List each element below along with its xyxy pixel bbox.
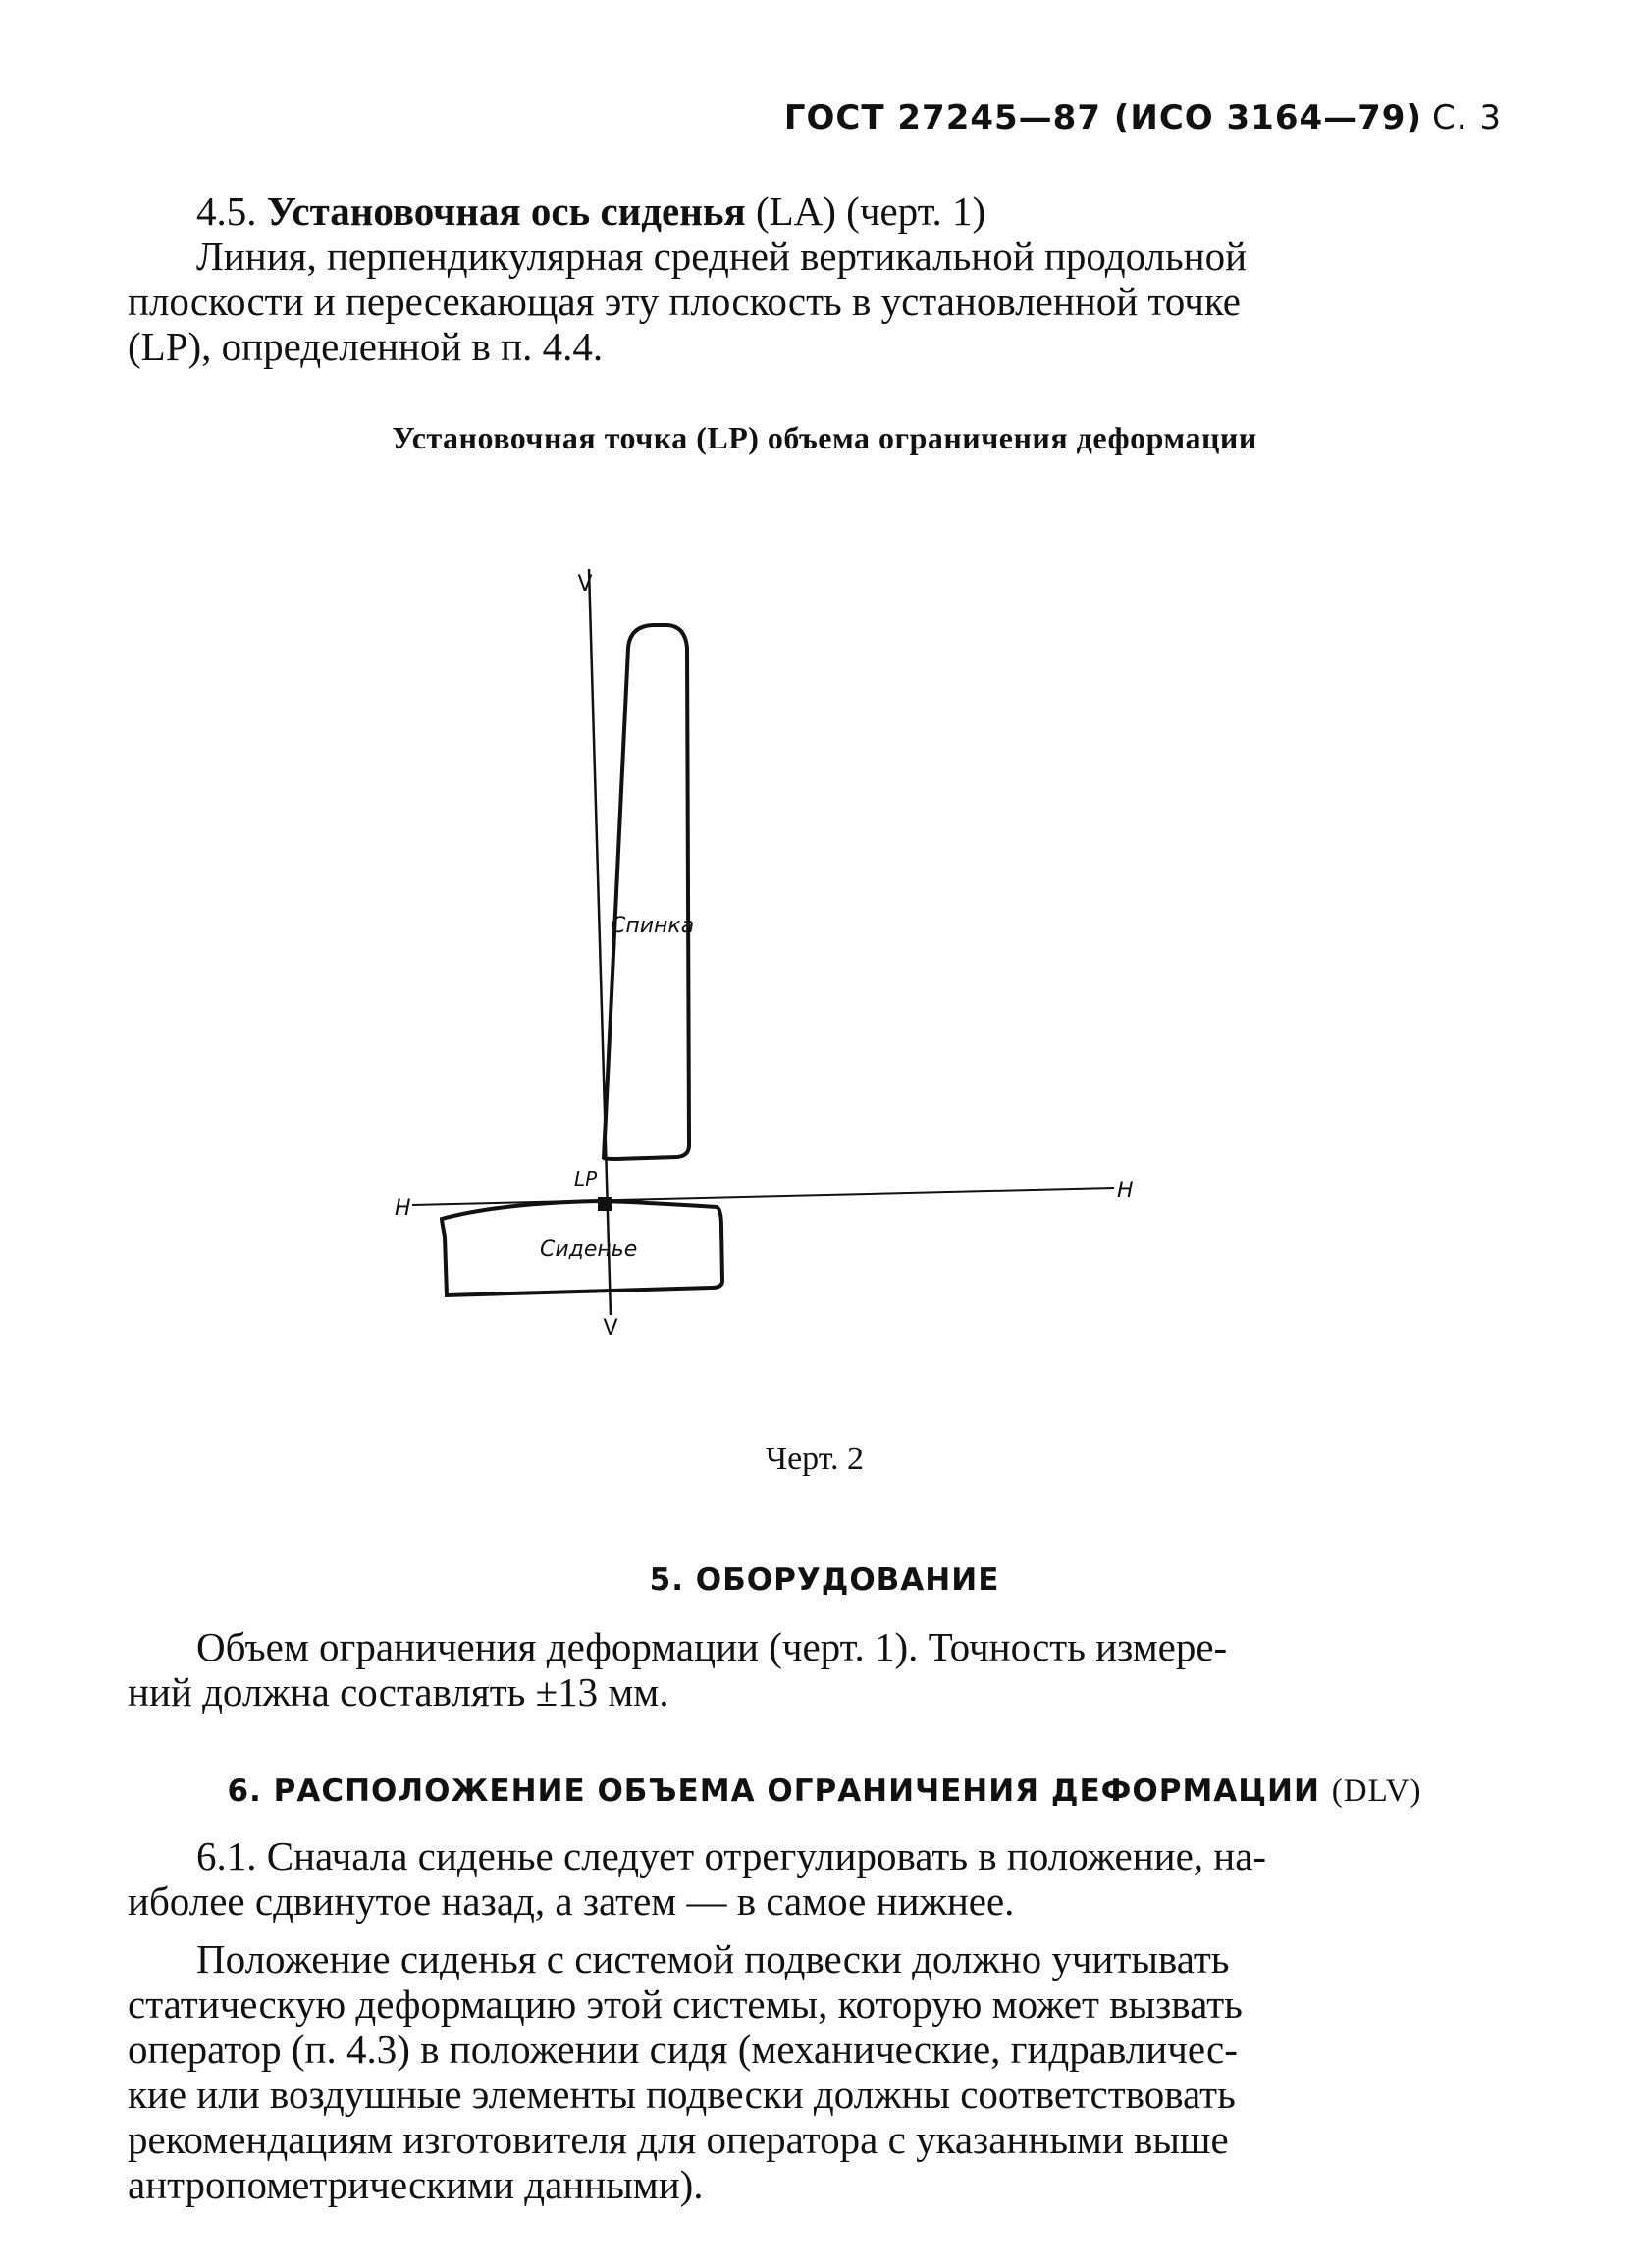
label-h-right: H bbox=[1117, 1179, 1134, 1203]
backrest-outline bbox=[604, 625, 689, 1159]
figure-caption: Черт. 2 bbox=[765, 1441, 865, 1477]
label-h-left: H bbox=[395, 1196, 411, 1221]
seat-diagram-svg bbox=[353, 550, 1158, 1413]
clause-6-1 bbox=[128, 1833, 1512, 1924]
clause-title-rest: (LA) (черт. 1) bbox=[755, 188, 986, 234]
section-6-heading-text: 6. РАСПОЛОЖЕНИЕ ОБЪЕМА ОГРАНИЧЕНИЯ ДЕФОРМАЦИИ bbox=[227, 1773, 1320, 1809]
paragraph-2-line-4: кие или воздушные элементы подвески должны соответствовать bbox=[128, 2072, 1236, 2117]
paragraph-2-line-5: рекомендациям изготовителя для оператора с указанными выше bbox=[128, 2117, 1229, 2162]
figure-title: Установочная точка (LP) объема ограничения деформации bbox=[392, 420, 1257, 455]
page-number: С. 3 bbox=[1432, 98, 1502, 137]
section-6-heading bbox=[0, 1773, 1649, 1810]
paragraph-2-line-1: Положение сиденья с системой подвески должно учитывать bbox=[196, 1936, 1230, 1981]
paragraph-2-line-3: оператор (п. 4.3) в положении сидя (механические, гидравличес- bbox=[128, 2027, 1238, 2072]
label-backrest: Спинка bbox=[611, 914, 695, 938]
clause-4-5 bbox=[128, 188, 1512, 369]
label-lp: LP bbox=[574, 1167, 598, 1190]
page-header bbox=[784, 98, 1502, 137]
standard-designation: ГОСТ 27245—87 (ИСО 3164—79) bbox=[783, 98, 1422, 137]
clause-6-1-line-1: 6.1. Сначала сиденье следует отрегулировать в положение, на- bbox=[196, 1833, 1267, 1878]
lp-point-marker bbox=[598, 1197, 612, 1211]
section-5-line-1: Объем ограничения деформации (черт. 1). Точность измере- bbox=[196, 1624, 1228, 1669]
clause-title: Установочная ось сиденья bbox=[266, 188, 746, 234]
clause-6-1-paragraph-2 bbox=[128, 1936, 1512, 2207]
section-5-heading: 5. ОБОРУДОВАНИЕ bbox=[649, 1562, 1000, 1598]
clause-4-5-line-1: Линия, перпендикулярная средней вертикальной продольной bbox=[196, 234, 1248, 279]
figure-seat-diagram bbox=[353, 550, 1158, 1413]
clause-4-5-heading bbox=[128, 188, 1512, 234]
section-5-line-2: ний должна составлять ±13 мм. bbox=[128, 1669, 669, 1714]
paragraph-2-line-6: антропометрическими данными). bbox=[128, 2162, 704, 2207]
section-6-heading-abbr: (DLV) bbox=[1331, 1773, 1422, 1809]
label-seat: Сиденье bbox=[540, 1238, 638, 1262]
horizontal-line-h bbox=[412, 1188, 1114, 1205]
clause-4-5-line-3: (LP), определенной в п. 4.4. bbox=[128, 324, 604, 369]
label-v-top: V bbox=[577, 572, 593, 597]
label-v-bottom: V bbox=[603, 1316, 618, 1341]
section-5-body bbox=[128, 1624, 1512, 1714]
clause-4-5-line-2: плоскости и пересекающая эту плоскость в установленной точке bbox=[128, 279, 1241, 324]
clause-number: 4.5. bbox=[196, 188, 257, 234]
clause-6-1-line-2: иболее сдвинутое назад, а затем — в самое нижнее. bbox=[128, 1878, 1015, 1924]
paragraph-2-line-2: статическую деформацию этой системы, которую может вызвать bbox=[128, 1981, 1243, 2027]
